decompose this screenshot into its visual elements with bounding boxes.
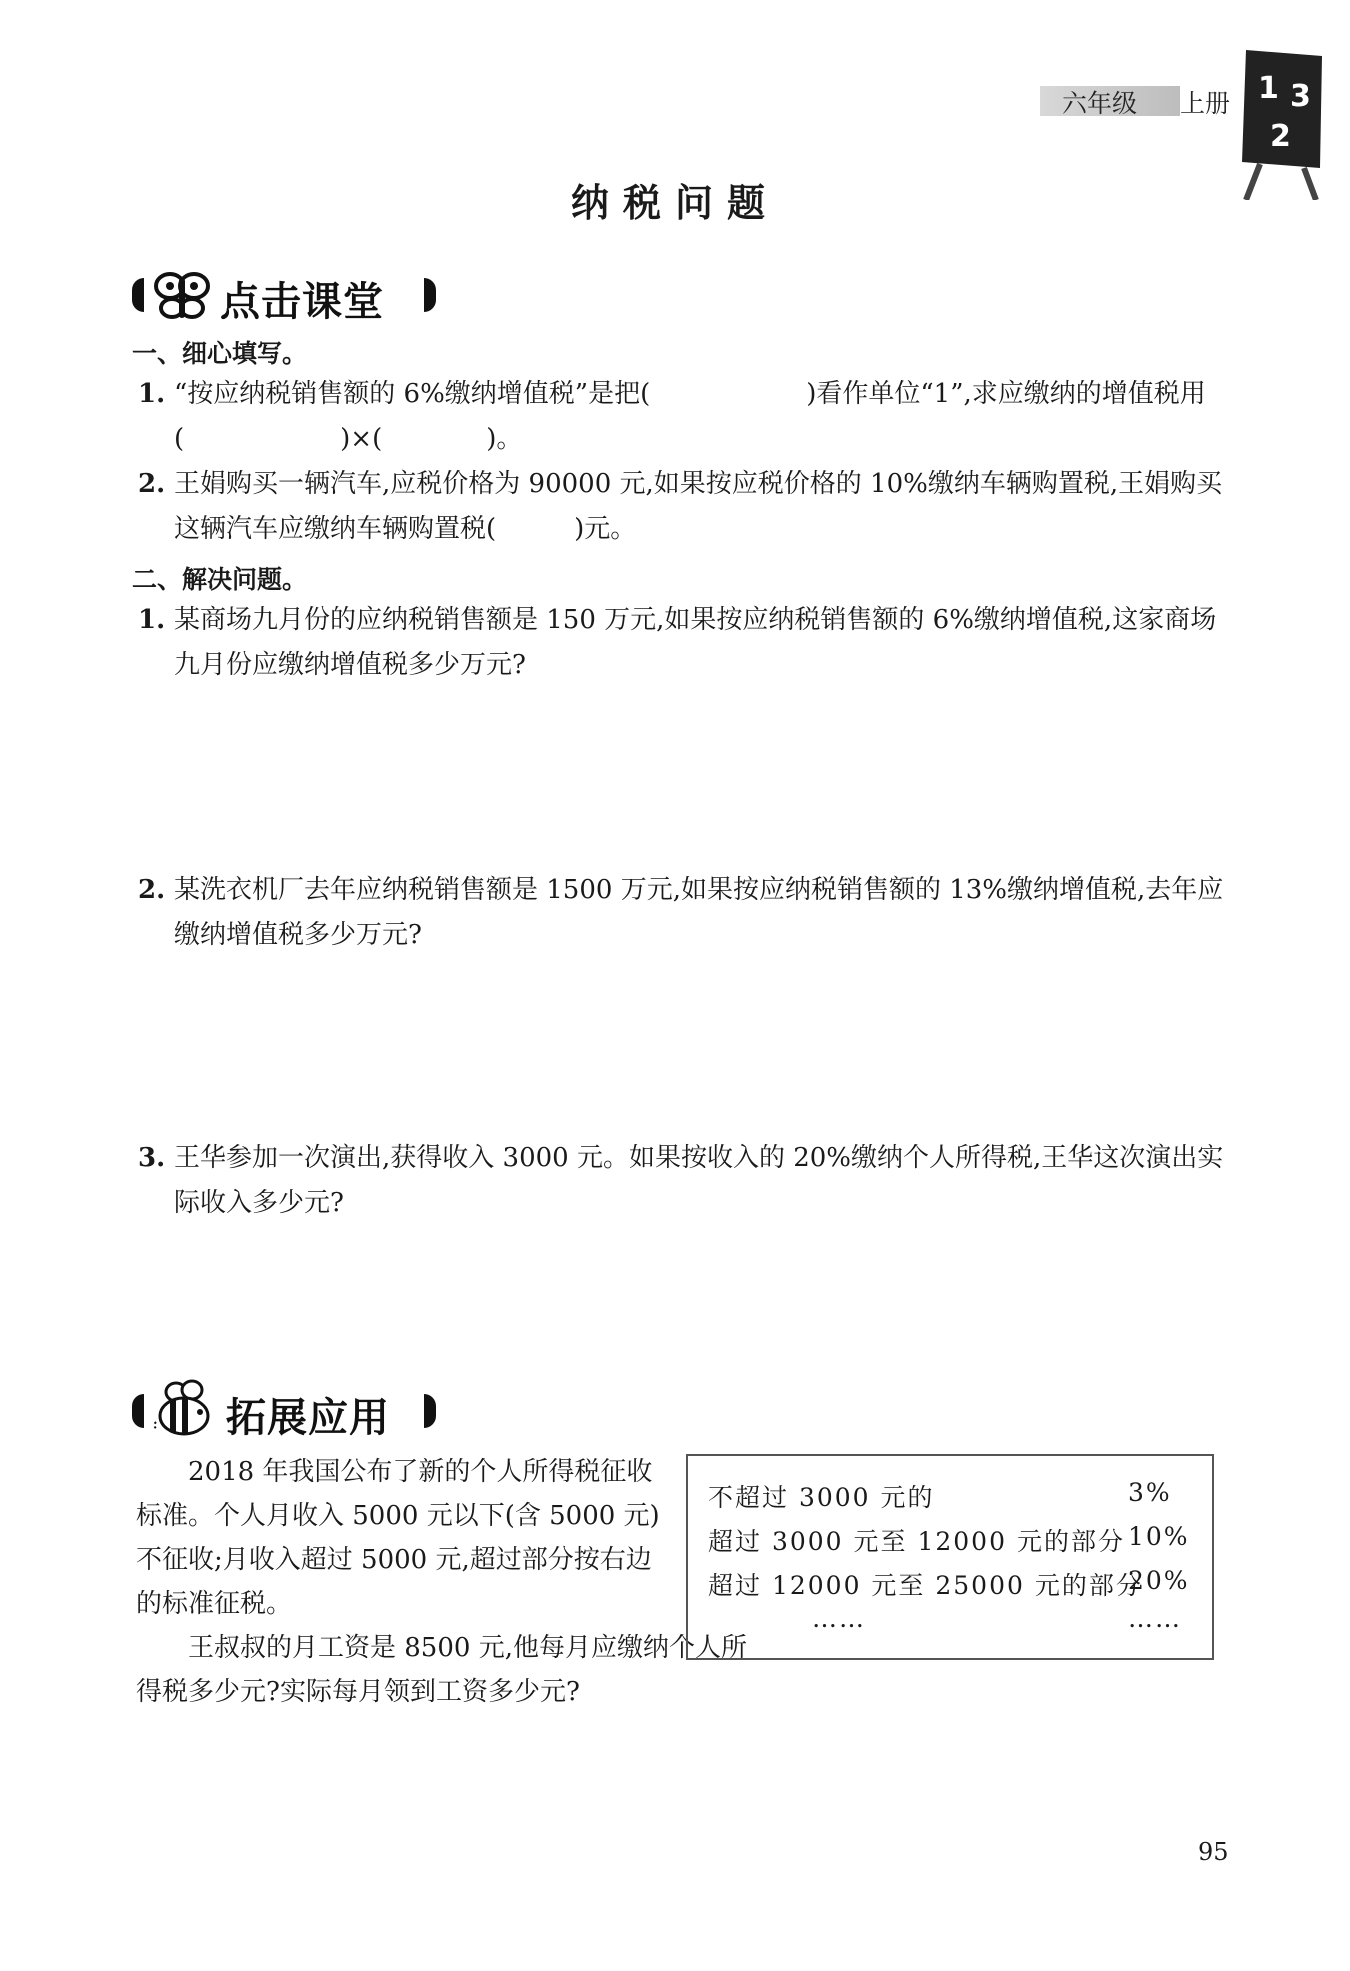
board-digit-3: 3 — [1290, 79, 1311, 114]
tax-rate-row — [708, 1604, 1192, 1644]
question-number: 2. — [138, 469, 166, 499]
question-text: “按应纳税销售额的 6%缴纳增值税”是把( )看作单位“1”,求应缴纳的增值税用( )×( )。 — [174, 379, 1206, 454]
tax-bracket: 超过 12000 元至 25000 元的部分 — [708, 1571, 1143, 1600]
bee-icon — [152, 1378, 218, 1438]
page-title: 纳税问题 — [570, 181, 779, 225]
tax-rate: 20% — [1128, 1566, 1190, 1595]
fill-question-1 — [138, 372, 1228, 462]
problem-2 — [138, 868, 1228, 958]
tax-rate: 10% — [1128, 1522, 1190, 1551]
part2-heading: 二、解决问题。 — [132, 565, 308, 594]
question-number: 1. — [138, 379, 166, 409]
section-banner-title: 拓展应用 — [226, 1395, 390, 1441]
question-text: 王娟购买一辆汽车,应税价格为 90000 元,如果按应税价格的 10%缴纳车辆购置税,王娟购买这辆汽车应缴纳车辆购置税( )元。 — [174, 469, 1223, 544]
page-number: 95 — [1198, 1838, 1229, 1866]
tax-rate-row — [708, 1566, 1192, 1606]
board-digit-1: 1 — [1258, 71, 1279, 106]
question-number: 2. — [138, 875, 166, 905]
part1-heading: 一、细心填写。 — [132, 339, 308, 368]
tax-bracket: …… — [812, 1604, 866, 1633]
volume-label: 上册 — [1180, 89, 1231, 118]
extension-paragraph-1: 2018 年我国公布了新的个人所得税征收标准。个人月收入 5000 元以下(含 5000 元)不征收;月收入超过 5000 元,超过部分按右边的标准征税。 — [136, 1457, 660, 1619]
tax-rate-row — [708, 1522, 1192, 1562]
butterfly-icon — [152, 264, 212, 322]
tax-rate-table — [686, 1454, 1214, 1660]
question-text: 某洗衣机厂去年应纳税销售额是 1500 万元,如果按应纳税销售额的 13%缴纳增值税,去年应缴纳增值税多少万元? — [174, 875, 1224, 950]
extension-paragraph-2: 王叔叔的月工资是 8500 元,他每月应缴纳个人所得税多少元?实际每月领到工资多少元? — [136, 1633, 747, 1707]
tax-bracket: 超过 3000 元至 12000 元的部分 — [708, 1527, 1125, 1556]
grade-label: 六年级 — [1062, 89, 1138, 118]
board-digit-2: 2 — [1270, 119, 1291, 154]
tax-bracket: 不超过 3000 元的 — [708, 1483, 935, 1512]
question-number: 3. — [138, 1143, 166, 1173]
problem-1 — [138, 598, 1228, 688]
problem-3 — [138, 1136, 1228, 1226]
tax-rate: 3% — [1128, 1478, 1172, 1507]
question-number: 1. — [138, 605, 166, 635]
tax-rate-row — [708, 1478, 1192, 1518]
section-banner-extension — [132, 1378, 432, 1441]
fill-question-2 — [138, 462, 1228, 552]
question-text: 某商场九月份的应纳税销售额是 150 万元,如果按应纳税销售额的 6%缴纳增值税,这家商场九月份应缴纳增值税多少万元? — [174, 605, 1217, 680]
question-text: 王华参加一次演出,获得收入 3000 元。如果按收入的 20%缴纳个人所得税,王华这次演出实际收入多少元? — [174, 1143, 1224, 1218]
tax-rate: …… — [1128, 1604, 1182, 1633]
section-banner-title: 点击课堂 — [220, 279, 384, 325]
section-banner-classroom — [132, 262, 432, 325]
